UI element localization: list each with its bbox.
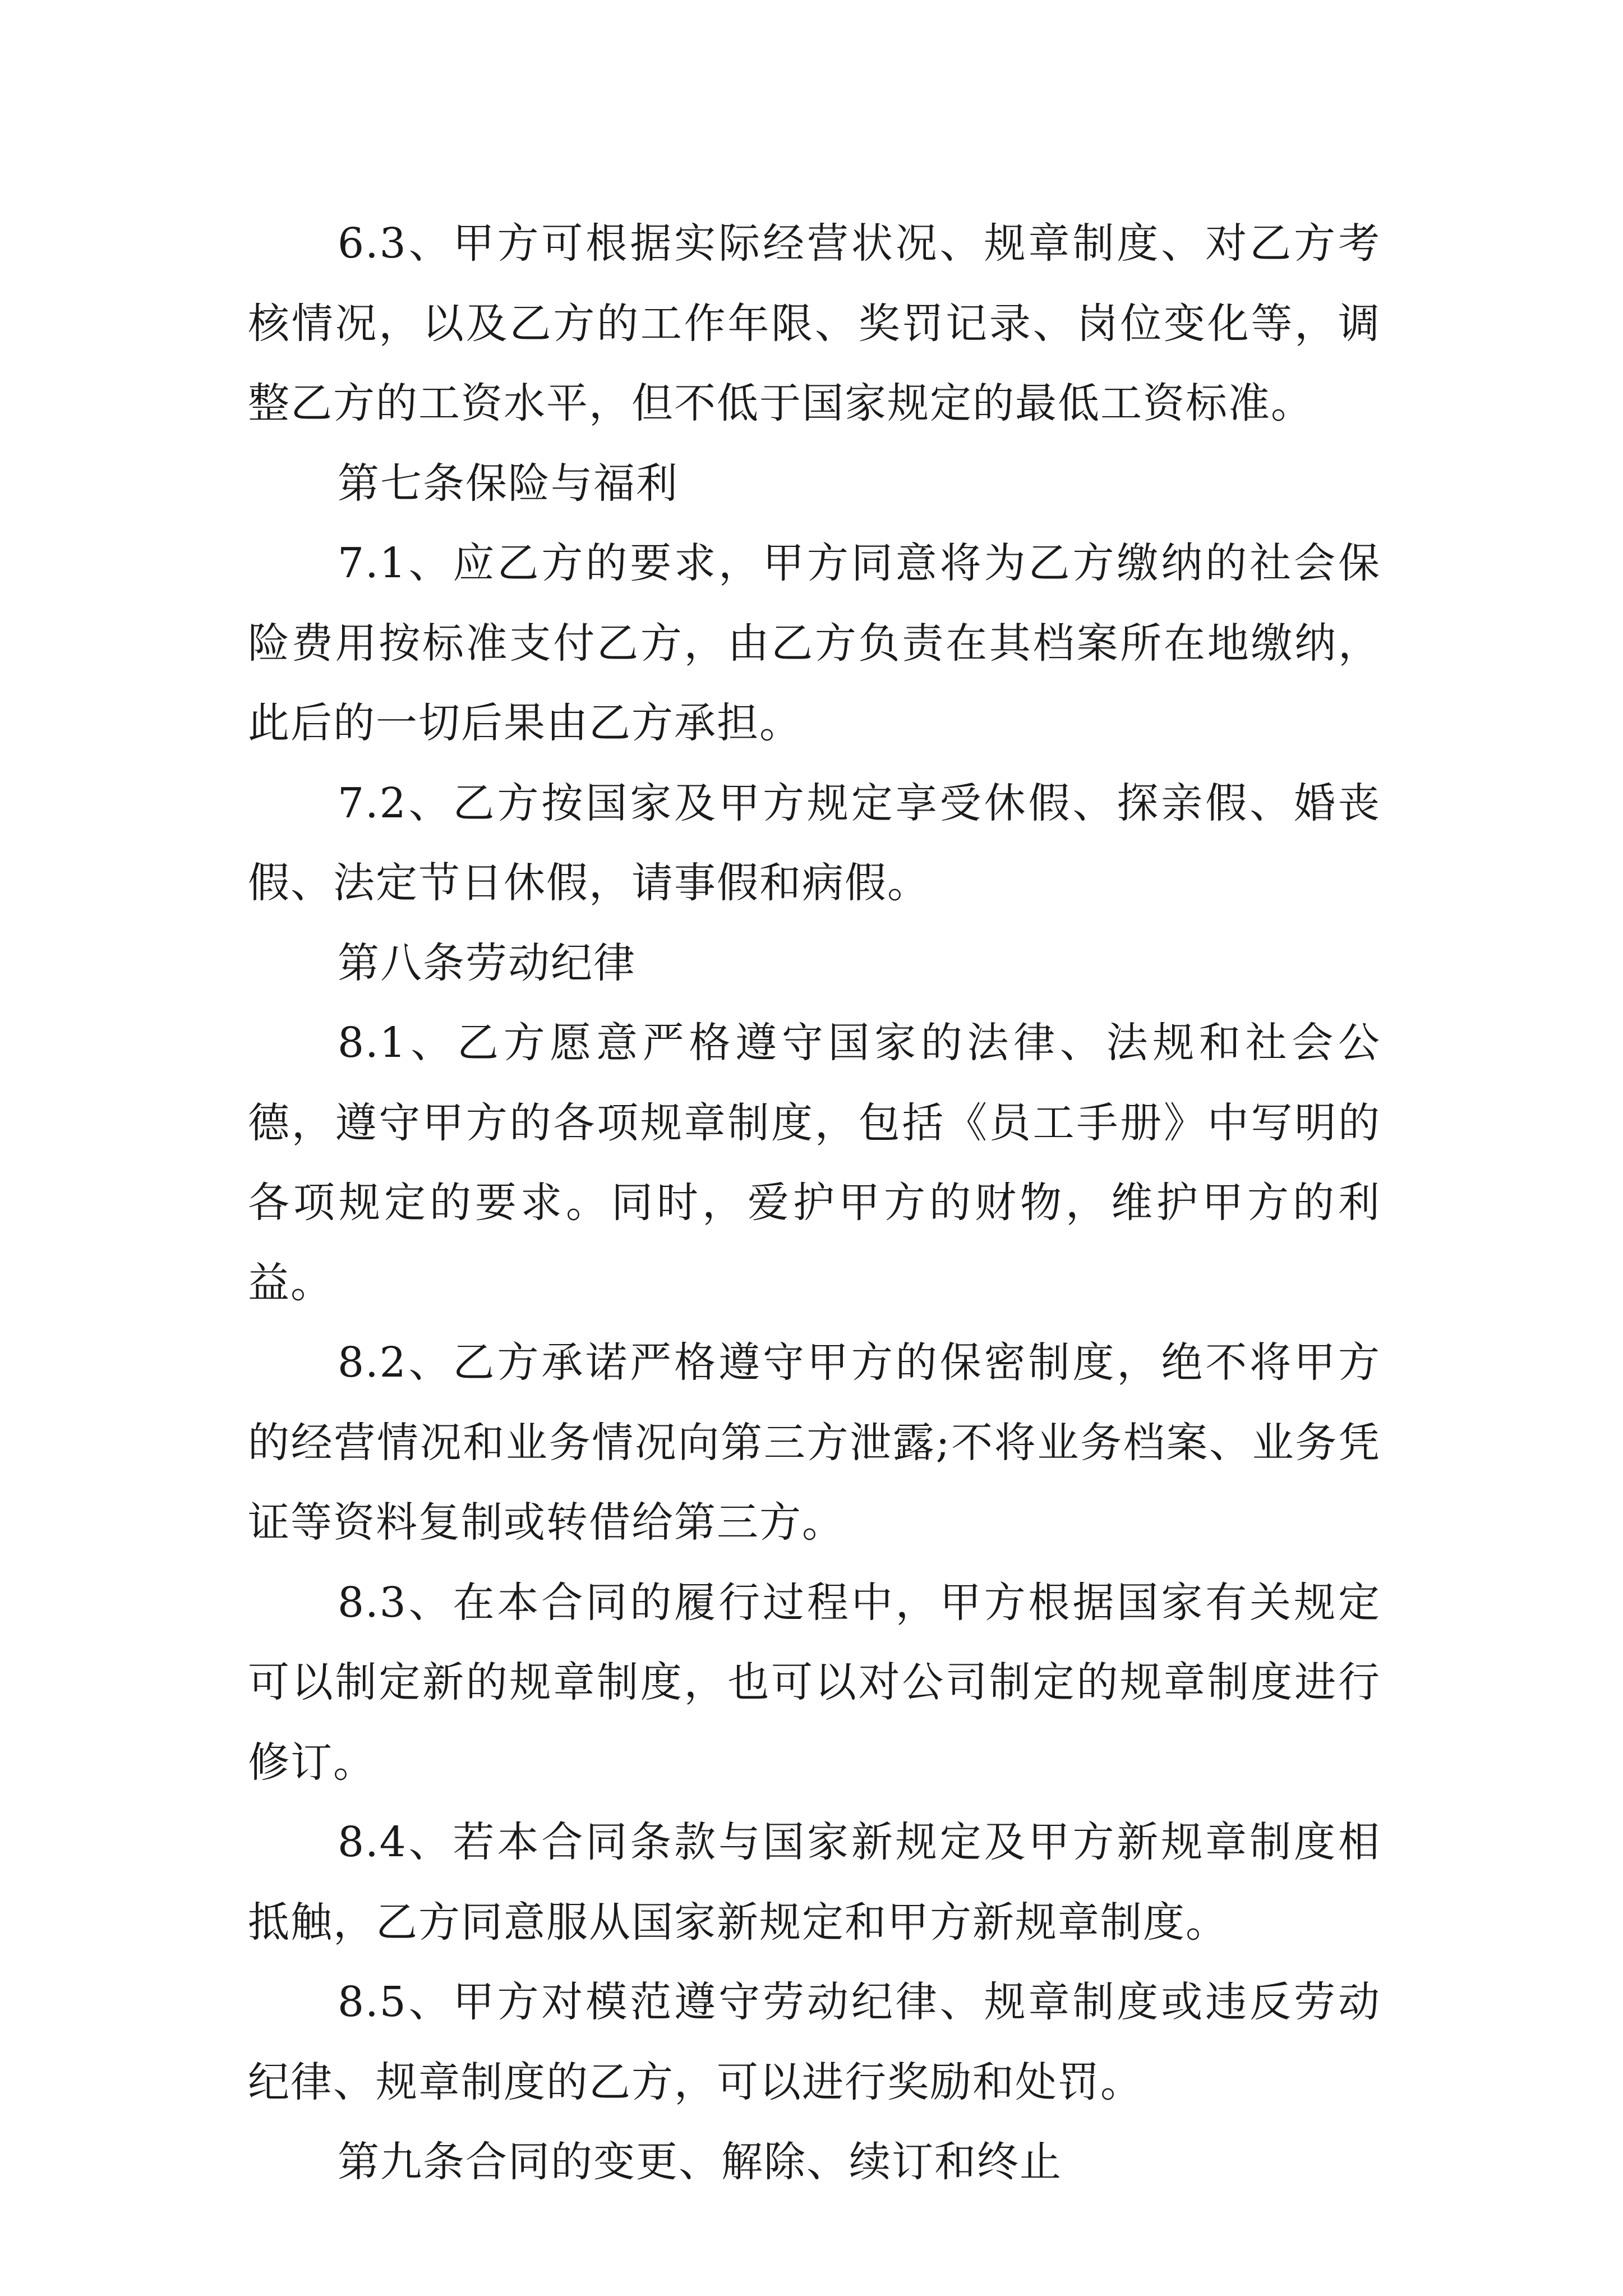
article-8-heading: 第八条劳动纪律 <box>338 938 636 987</box>
clause-7-2: 7.2、乙方按国家及甲方规定享受休假、探亲假、婚丧假、法定节日休假，请事假和病假。 <box>248 779 1381 907</box>
clause-8-3: 8.3、在本合同的履行过程中，甲方根据国家有关规定可以制定新的规章制度，也可以对公司制定的规章制度进行修订。 <box>248 1578 1381 1787</box>
document-body <box>248 204 1381 2202</box>
article-7-heading: 第七条保险与福利 <box>338 459 679 508</box>
clause-8-4: 8.4、若本合同条款与国家新规定及甲方新规章制度相抵触，乙方同意服从国家新规定和甲方新规章制度。 <box>248 1818 1381 1947</box>
clause-8-5: 8.5、甲方对模范遵守劳动纪律、规章制度或违反劳动纪律、规章制度的乙方，可以进行奖励和处罚。 <box>248 1978 1381 2106</box>
clause-6-3: 6.3、甲方可根据实际经营状况、规章制度、对乙方考核情况，以及乙方的工作年限、奖罚记录、岗位变化等，调整乙方的工资水平，但不低于国家规定的最低工资标准。 <box>248 219 1381 427</box>
clause-8-1: 8.1、乙方愿意严格遵守国家的法律、法规和社会公德，遵守甲方的各项规章制度，包括《员工手册》中写明的各项规定的要求。同时，爱护甲方的财物，维护甲方的利益。 <box>248 1019 1381 1307</box>
clause-7-1: 7.1、应乙方的要求，甲方同意将为乙方缴纳的社会保险费用按标准支付乙方，由乙方负责在其档案所在地缴纳，此后的一切后果由乙方承担。 <box>248 539 1381 747</box>
clause-8-2: 8.2、乙方承诺严格遵守甲方的保密制度，绝不将甲方的经营情况和业务情况向第三方泄露;不将业务档案、业务凭证等资料复制或转借给第三方。 <box>248 1338 1381 1547</box>
article-9-heading: 第九条合同的变更、解除、续订和终止 <box>338 2138 1062 2186</box>
